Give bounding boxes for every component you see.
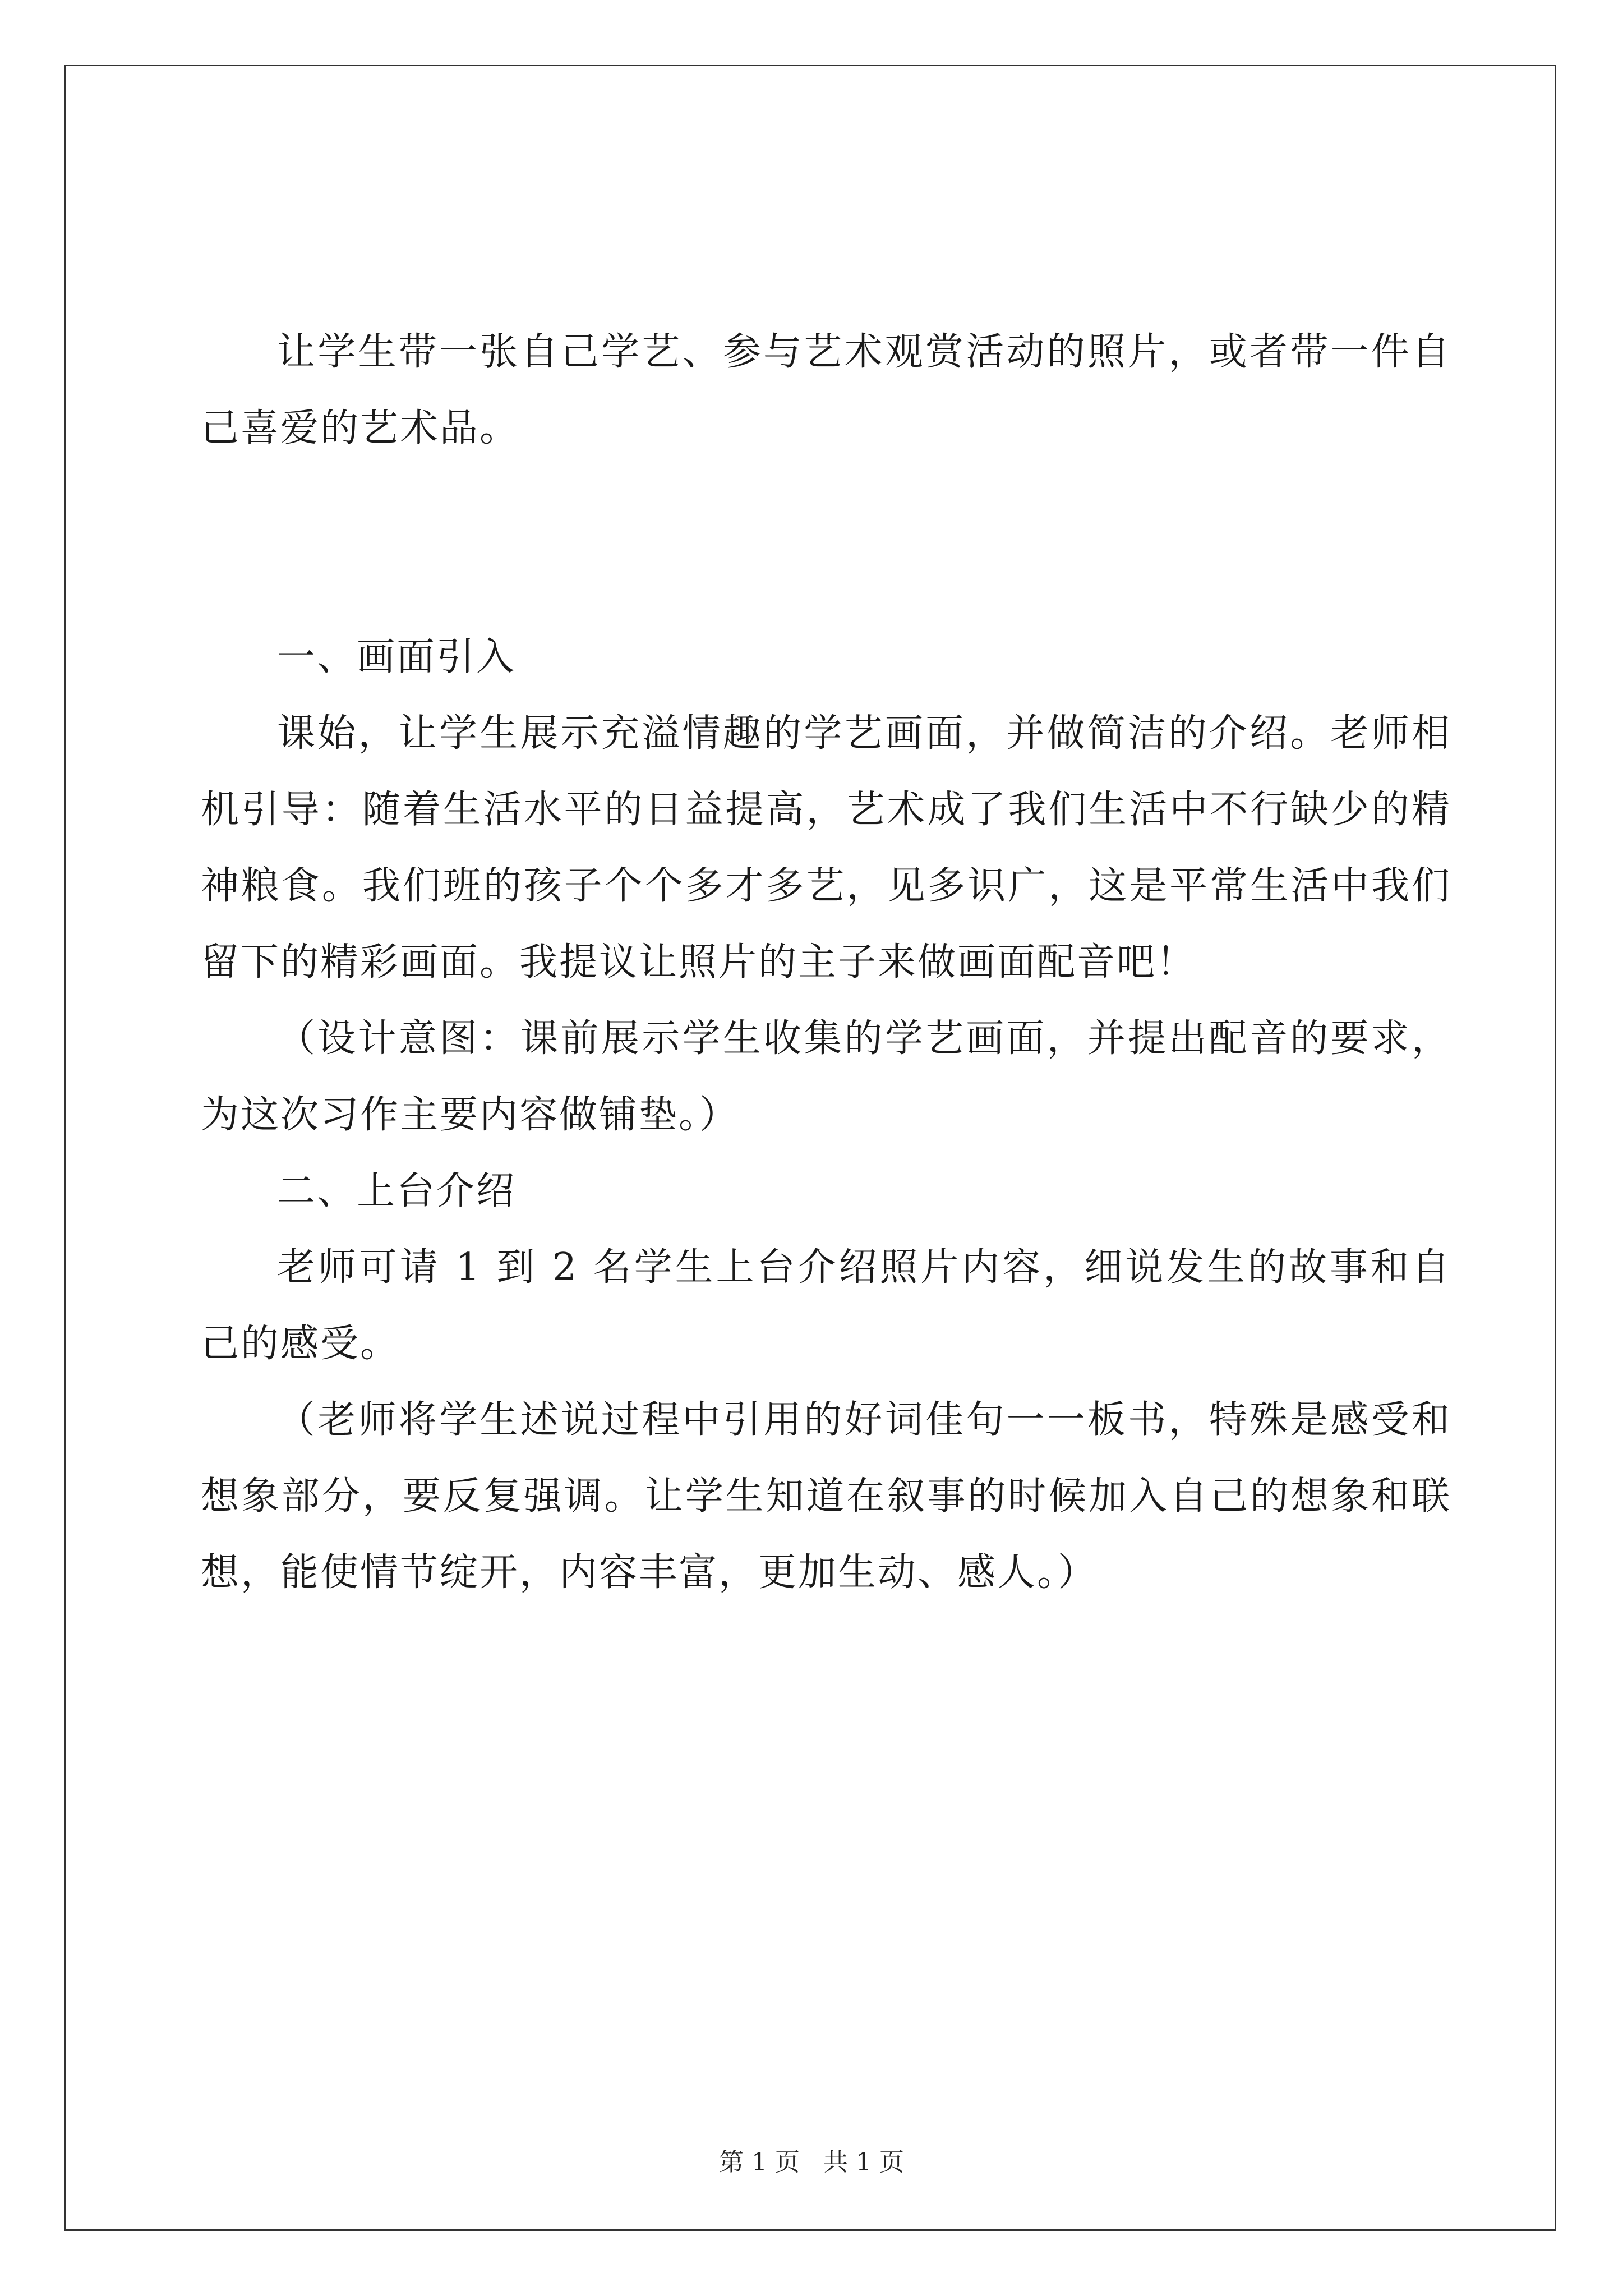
page-number-current: 第 1 页 xyxy=(719,2148,800,2177)
paragraph-design-intent: （设计意图：课前展示学生收集的学艺画面，并提出配音的要求，为这次习作主要内容做铺垫。） xyxy=(201,1016,1451,1137)
paragraph-intro: 课始，让学生展示充溢情趣的学艺画面，并做简洁的介绍。老师相机引导：随着生活水平的日益提高，艺术成了我们生活中不行缺少的精神粮食。我们班的孩子个个多才多艺，见多识广，这是平常生活中我们留下的精彩画面。我提议让照片的主子来做画面配音吧！ xyxy=(201,711,1451,984)
section-heading-2: 二、上台介绍 xyxy=(277,1169,517,1213)
paragraph-preparation: 让学生带一张自己学艺、参与艺术观赏活动的照片，或者带一件自己喜爱的艺术品。 xyxy=(201,330,1451,450)
section-heading-1: 一、画面引入 xyxy=(277,635,517,679)
document-body xyxy=(201,314,1451,1611)
paragraph-presentation: 老师可请 1 到 2 名学生上台介绍照片内容，细说发生的故事和自己的感受。 xyxy=(201,1245,1451,1366)
page-number-total: 共 1 页 xyxy=(823,2148,904,2177)
paragraph-teacher-note: （老师将学生述说过程中引用的好词佳句一一板书，特殊是感受和想象部分，要反复强调。让学生知道在叙事的时候加入自己的想象和联想，能使情节绽开，内容丰富，更加生动、感人。） xyxy=(201,1398,1451,1595)
page-footer xyxy=(0,2146,1623,2179)
